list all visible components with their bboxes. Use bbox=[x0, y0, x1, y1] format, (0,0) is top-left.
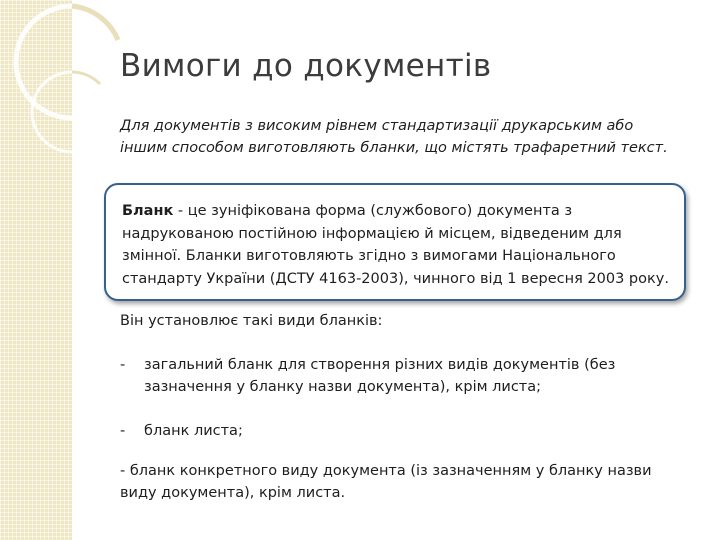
intro-paragraph: Для документів з високим рівнем стандартизації друкарським або іншим способом виготовляють бланки, що містять трафаретний текст. bbox=[120, 118, 668, 156]
definition-text: - це зуніфікована форма (службового) документа з надрукованою постійною інформацією й місцем, відведеним для змінної. Бланки виготовляють згідно з вимогами Національного стандарту України (ДСТУ 4163-2003), чинного від 1 вересня 2003 року. bbox=[122, 203, 669, 287]
slide-title: Вимоги до документів bbox=[120, 48, 492, 84]
definition-box bbox=[104, 183, 686, 301]
list-dash: - bbox=[120, 423, 126, 439]
list-item-last: - бланк конкретного виду документа (із зазначенням у бланку назви виду документа), крім листа. bbox=[120, 463, 652, 501]
list-item bbox=[120, 354, 680, 398]
lead-sentence: Він установлює такі види бланків: bbox=[120, 313, 383, 329]
list-item-text: бланк листа; bbox=[144, 423, 243, 439]
list-item bbox=[120, 420, 680, 442]
list-dash: - bbox=[120, 357, 126, 373]
list-item-text: загальний бланк для створення різних видів документів (без зазначення у бланку назви документа), крім листа; bbox=[144, 357, 616, 395]
decorative-circles bbox=[0, 0, 140, 200]
definition-term: Бланк bbox=[122, 203, 174, 219]
